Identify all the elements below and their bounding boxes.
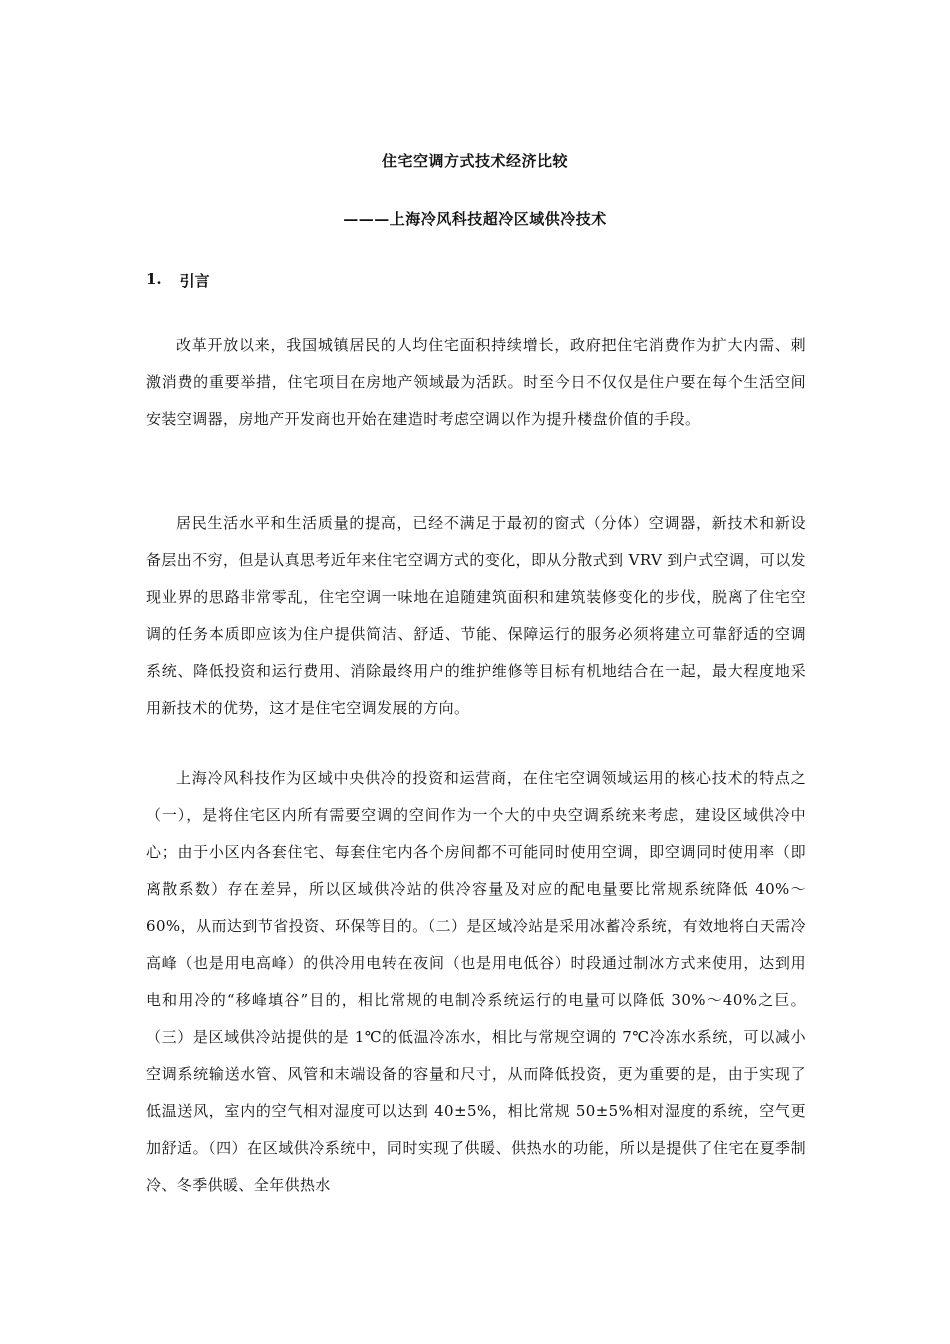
paragraph-1: 改革开放以来，我国城镇居民的人均住宅面积持续增长，政府把住宅消费作为扩大内需、刺激消费的重要举措，住宅项目在房地产领域最为活跃。时至今日不仅仅是住户要在每个生活空间安装空调器，房地产开发商也开始在建造时考虑空调以作为提升楼盘价值的手段。 bbox=[146, 336, 806, 428]
section-title: 引言 bbox=[179, 272, 210, 290]
section-number: 1. bbox=[146, 270, 162, 288]
paragraph-3: 上海冷风科技作为区域中央供冷的投资和运营商，在住宅空调领域运用的核心技术的特点之（一），是将住宅区内所有需要空调的空间作为一个大的中央空调系统来考虑，建设区域供冷中心；由于小区内各套住宅、每套住宅内各个房间都不可能同时使用空调，即空调同时使用率（即离散系数）存在差异，所以区域供冷站的供冷容量及对应的配电量要比常规系统降低 40%～60%，从而达到节省投资、环保等目的。（二）是区域冷站是采用冰蓄冷系统，有效地将白天需冷高峰（也是用电高峰）的供冷用电转在夜间（也是用电低谷）时段通过制冰方式来使用，达到用电和用冷的“移峰填谷”目的，相比常规的电制冷系统运行的电量可以降低 30%～40%之巨。（三）是区域供冷站提供的是 1℃的低温冷冻水，相比与常规空调的 7℃冷冻水系统，可以减小空调系统输送水管、风管和末端设备的容量和尺寸，从而降低投资，更为重要的是，由于实现了低温送风，室内的空气相对湿度可以达到 40±5%，相比常规 50±5%相对湿度的系统，空气更加舒适。（四）在区域供冷系统中，同时实现了供暖、供热水的功能，所以是提供了住宅在夏季制冷、冬季供暖、全年供热水 bbox=[146, 769, 806, 1194]
section-heading bbox=[146, 270, 210, 291]
paragraph-2: 居民生活水平和生活质量的提高，已经不满足于最初的窗式（分体）空调器，新技术和新设备层出不穷，但是认真思考近年来住宅空调方式的变化，即从分散式到 VRV 到户式空调，可以发现业界的思路非常零乱，住宅空调一味地在追随建筑面积和建筑装修变化的步伐，脱离了住宅空调的任务本质即应该为住户提供简洁、舒适、节能、保障运行的服务必须将建立可靠舒适的空调系统、降低投资和运行费用、消除最终用户的维护维修等目标有机地结合在一起，最大程度地采用新技术的优势，这才是住宅空调发展的方向。 bbox=[146, 514, 806, 717]
document-subtitle: ———上海冷风科技超冷区域供冷技术 bbox=[343, 210, 607, 228]
document-title: 住宅空调方式技术经济比较 bbox=[381, 152, 568, 170]
